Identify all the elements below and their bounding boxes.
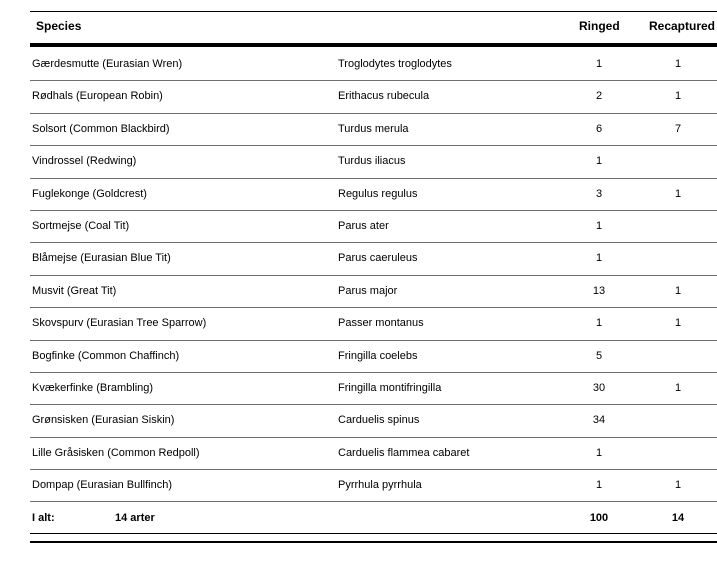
recaptured-count	[650, 243, 706, 274]
total-ringed: 100	[589, 512, 609, 524]
table-row	[30, 243, 717, 275]
latin-name: Troglodytes troglodytes	[338, 58, 452, 70]
ringed-count: 1	[595, 479, 603, 492]
ringed-count: 34	[592, 414, 606, 427]
species-name: Musvit (Great Tit)	[32, 284, 117, 297]
bottom-double-rule	[30, 541, 717, 543]
recaptured-count: 1	[674, 187, 682, 200]
ringed-count: 1	[595, 155, 603, 168]
latin-name: Turdus iliacus	[338, 155, 406, 168]
species-name: Bogfinke (Common Chaffinch)	[32, 349, 180, 362]
total-species-count: 14 arter	[115, 512, 155, 524]
table-row	[30, 114, 717, 146]
table-row	[30, 146, 717, 178]
header-ringed: Ringed	[579, 19, 620, 33]
species-name: Kvækerfinke (Brambling)	[32, 381, 154, 394]
table-header	[30, 12, 717, 43]
table-row	[30, 341, 717, 373]
bottom-rule	[30, 533, 717, 534]
latin-name: Fringilla coelebs	[338, 349, 418, 362]
ringed-count: 5	[595, 349, 603, 362]
recaptured-count: 1	[674, 317, 682, 330]
latin-name: Turdus merula	[338, 122, 409, 135]
recaptured-count: 1	[674, 284, 682, 297]
recaptured-count: 1	[674, 381, 682, 394]
recaptured-count	[650, 341, 706, 372]
table-row	[30, 81, 717, 113]
recaptured-count: 1	[674, 479, 682, 492]
recaptured-count: 7	[674, 122, 682, 135]
ringed-count: 1	[595, 317, 603, 330]
table-row	[30, 438, 717, 470]
header-rule	[30, 43, 717, 47]
ringed-count: 1	[595, 446, 603, 459]
recaptured-count: 1	[674, 58, 682, 70]
latin-name: Regulus regulus	[338, 187, 418, 200]
ringed-count: 13	[592, 284, 606, 297]
table-row	[30, 405, 717, 437]
table-row	[30, 179, 717, 211]
species-name: Vindrossel (Redwing)	[32, 155, 137, 168]
ringed-count: 1	[595, 58, 603, 70]
recaptured-count	[650, 211, 706, 242]
species-name: Fuglekonge (Goldcrest)	[32, 187, 147, 200]
table-row	[30, 470, 717, 502]
species-name: Rødhals (European Robin)	[32, 90, 163, 103]
table-row	[30, 276, 717, 308]
species-name: Gærdesmutte (Eurasian Wren)	[32, 58, 183, 70]
species-name: Lille Gråsisken (Common Redpoll)	[32, 446, 200, 459]
latin-name: Parus ater	[338, 219, 389, 232]
latin-name: Pyrrhula pyrrhula	[338, 479, 422, 492]
recaptured-count	[650, 405, 706, 436]
table-body	[30, 49, 717, 502]
latin-name: Parus major	[338, 284, 398, 297]
latin-name: Fringilla montifringilla	[338, 381, 442, 394]
latin-name: Parus caeruleus	[338, 252, 418, 265]
species-name: Blåmejse (Eurasian Blue Tit)	[32, 252, 171, 265]
recaptured-count: 1	[674, 90, 682, 103]
ringed-count: 1	[595, 219, 603, 232]
ringed-count: 3	[595, 187, 603, 200]
latin-name: Carduelis spinus	[338, 414, 420, 427]
total-recaptured: 14	[671, 512, 685, 524]
table-row	[30, 211, 717, 243]
total-row	[30, 503, 717, 533]
ringed-count: 2	[595, 90, 603, 103]
recaptured-count	[650, 146, 706, 177]
species-name: Sortmejse (Coal Tit)	[32, 219, 130, 232]
recaptured-count	[650, 438, 706, 469]
latin-name: Carduelis flammea cabaret	[338, 446, 470, 459]
latin-name: Passer montanus	[338, 317, 424, 330]
table-row	[30, 308, 717, 340]
species-name: Skovspurv (Eurasian Tree Sparrow)	[32, 317, 207, 330]
header-species: Species	[36, 19, 82, 33]
header-recaptured: Recaptured	[648, 19, 716, 33]
latin-name: Erithacus rubecula	[338, 90, 430, 103]
table-row	[30, 49, 717, 81]
ringed-count: 6	[595, 122, 603, 135]
total-label: I alt:	[32, 512, 55, 524]
table-row	[30, 373, 717, 405]
ringed-count: 30	[592, 381, 606, 394]
species-name: Solsort (Common Blackbird)	[32, 122, 170, 135]
species-name: Dompap (Eurasian Bullfinch)	[32, 479, 173, 492]
ringed-count: 1	[595, 252, 603, 265]
species-name: Grønsisken (Eurasian Siskin)	[32, 414, 175, 427]
